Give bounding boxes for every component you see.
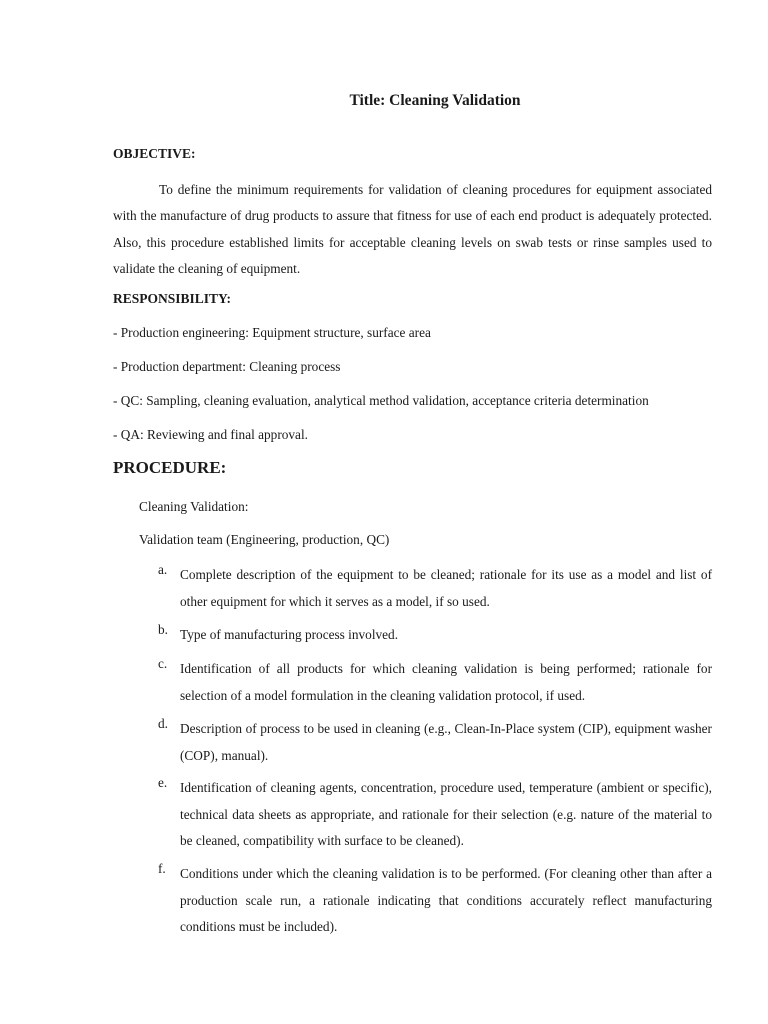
- responsibility-line: - QA: Reviewing and final approval.: [113, 427, 308, 442]
- item-marker: c.: [158, 656, 168, 671]
- validation-team-line: Validation team (Engineering, production, QC): [139, 532, 390, 547]
- item-text: Description of process to be used in cleaning (e.g., Clean-In-Place system (CIP), equipment washer (COP), manual).: [180, 721, 712, 763]
- item-text: Type of manufacturing process involved.: [180, 627, 399, 642]
- item-marker: e.: [158, 775, 168, 790]
- procedure-subheading: Cleaning Validation:: [139, 499, 249, 514]
- objective-paragraph: To define the minimum requirements for validation of cleaning procedures for equipment associated with the manufacture of drug products to assure that fitness for use of each end product is adequately protected. Also, this procedure established limits for acceptable cleaning levels on swab tests or rinse samples used to validate the cleaning of equipment.: [113, 182, 712, 276]
- item-text: Identification of cleaning agents, concentration, procedure used, temperature (ambient or specific), technical data sheets as appropriate, and rationale for their selection (e.g. nature of the material to be cleaned, compatibility with surface to be cleaned).: [180, 780, 712, 848]
- responsibility-line: - Production engineering: Equipment structure, surface area: [113, 325, 431, 340]
- item-marker: b.: [158, 622, 168, 637]
- item-marker: a.: [158, 562, 168, 577]
- item-text: Conditions under which the cleaning validation is to be performed. (For cleaning other than after a production scale run, a rationale indicating that conditions accurately reflect manufacturing conditions must be included).: [180, 866, 712, 934]
- responsibility-line: - QC: Sampling, cleaning evaluation, analytical method validation, acceptance criteria determination: [113, 393, 649, 408]
- procedure-heading: PROCEDURE:: [113, 458, 227, 477]
- item-marker: f.: [158, 861, 166, 876]
- responsibility-heading: RESPONSIBILITY:: [113, 291, 232, 306]
- objective-heading: OBJECTIVE:: [113, 146, 196, 161]
- item-text: Complete description of the equipment to be cleaned; rationale for its use as a model and list of other equipment for which it serves as a model, if so used.: [180, 567, 712, 609]
- responsibility-line: - Production department: Cleaning process: [113, 359, 341, 374]
- document-title: Title: Cleaning Validation: [349, 92, 521, 109]
- item-marker: d.: [158, 716, 168, 731]
- item-text: Identification of all products for which cleaning validation is being performed; rationale for selection of a model formulation in the cleaning validation protocol, if used.: [180, 661, 712, 703]
